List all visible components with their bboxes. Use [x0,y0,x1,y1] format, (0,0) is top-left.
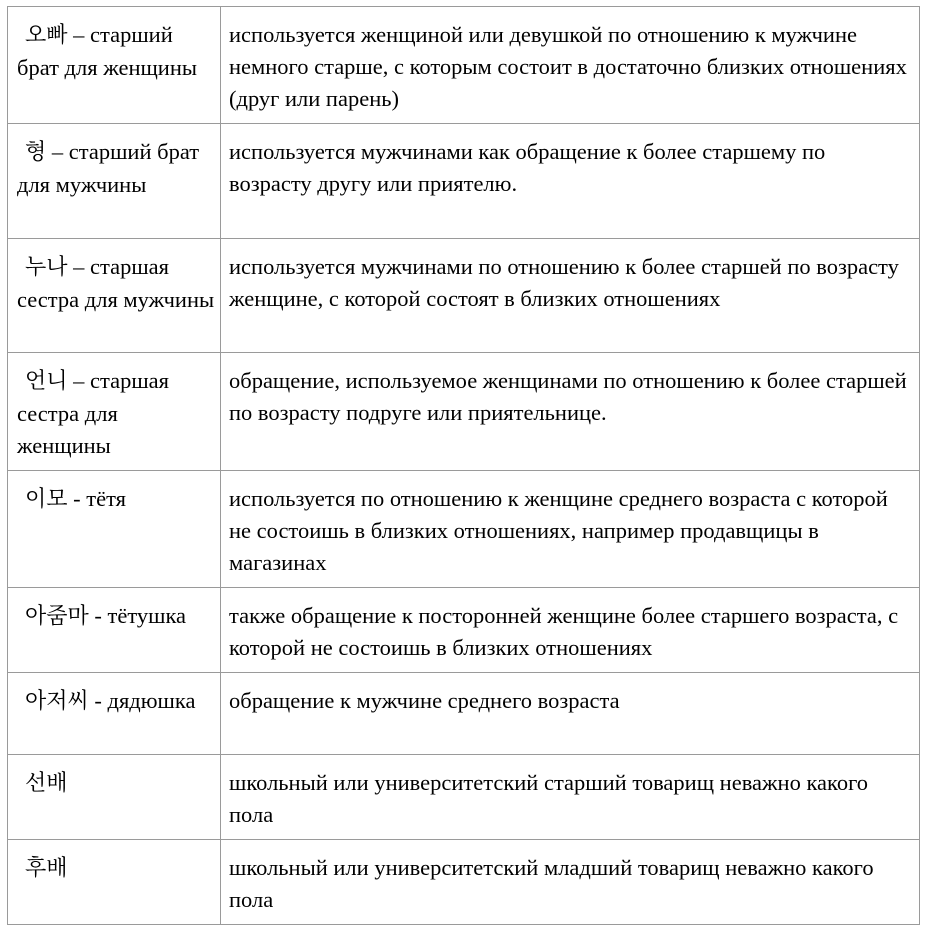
description-text: используется мужчинами как обращение к более старшему по возрасту другу или приятелю. [229,139,826,196]
term-cell [8,588,221,673]
korean-word: 선배 [25,771,68,796]
term-translation: – старшая сестра для мужчины [17,254,215,312]
term-translation: – старший брат для женщины [17,22,198,80]
korean-word: 아줌마 [25,604,89,629]
term-cell [8,124,221,239]
term-translation: – старшая сестра для женщины [17,368,170,458]
term-cell [8,7,221,124]
term-translation: - тётушка [88,603,187,628]
description-cell [221,124,920,239]
description-cell [221,7,920,124]
table-row [8,353,920,471]
korean-word: 이모 [25,487,68,512]
table-row [8,755,920,840]
term-translation: – старший брат для мужчины [17,139,200,197]
korean-word: 아저씨 [25,689,89,714]
table-row [8,588,920,673]
term-cell [8,471,221,588]
term-translation: - тётя [67,486,126,511]
term-cell [8,239,221,353]
description-text: школьный или университетский младший товарищ неважно какого пола [229,855,874,912]
description-cell [221,673,920,755]
terms-table [7,6,920,925]
table-row [8,7,920,124]
korean-word: 형 [25,140,47,165]
description-text: используется женщиной или девушкой по отношению к мужчине немного старше, с которым состоит в достаточно близких отношениях (друг или парень) [229,22,907,111]
term-cell [8,755,221,840]
table-row [8,673,920,755]
description-cell [221,353,920,471]
description-text: обращение к мужчине среднего возраста [229,688,620,713]
korean-word: 후배 [25,856,68,881]
term-translation: - дядюшка [88,688,196,713]
term-cell [8,353,221,471]
description-text: используется по отношению к женщине среднего возраста с которой не состоишь в близких отношениях, например продавщицы в магазинах [229,486,888,575]
description-cell [221,588,920,673]
description-text: школьный или университетский старший товарищ неважно какого пола [229,770,868,827]
description-cell [221,239,920,353]
description-text: обращение, используемое женщинами по отношению к более старшей по возрасту подруге или приятельнице. [229,368,907,425]
description-cell [221,471,920,588]
table-row [8,471,920,588]
korean-word: 누나 [25,255,68,280]
korean-word: 오빠 [25,23,68,48]
table-row [8,124,920,239]
korean-word: 언니 [25,369,68,394]
term-cell [8,673,221,755]
description-text: также обращение к посторонней женщине более старшего возраста, с которой не состоишь в близких отношениях [229,603,899,660]
table-row [8,239,920,353]
description-text: используется мужчинами по отношению к более старшей по возрасту женщине, с которой состоят в близких отношениях [229,254,899,311]
description-cell [221,755,920,840]
